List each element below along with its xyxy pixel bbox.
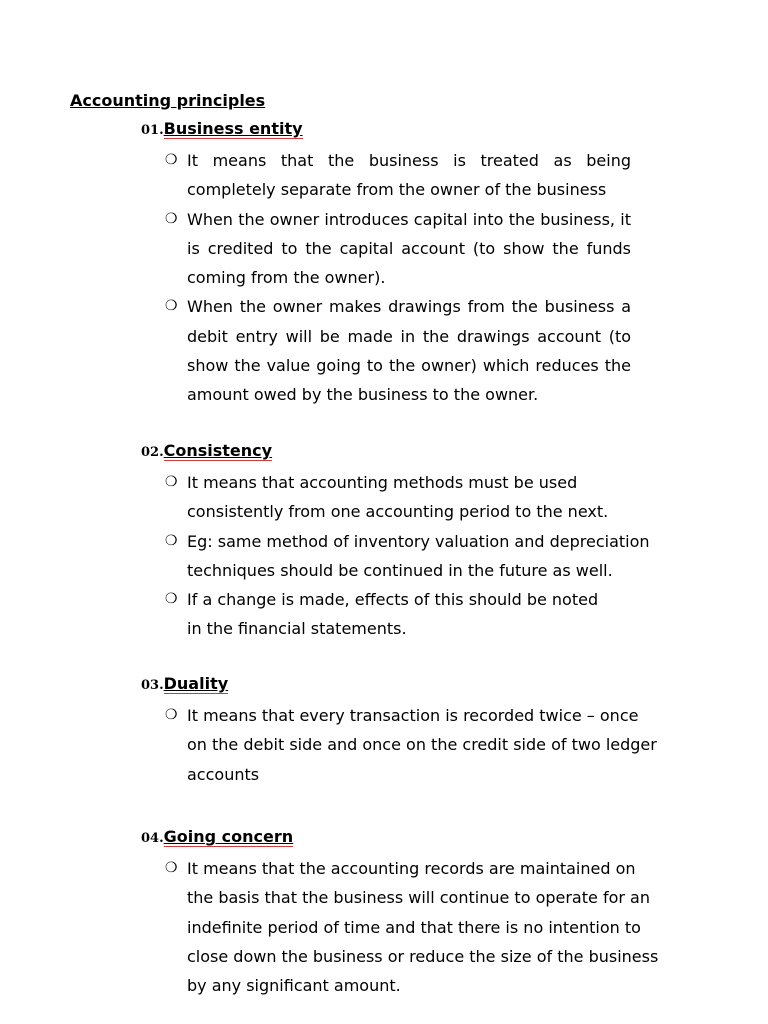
- list-item: [141, 585, 607, 644]
- section-going-concern: [141, 826, 681, 1000]
- section-heading: [141, 826, 681, 848]
- list-item: [141, 468, 631, 527]
- list-item-text: When the owner introduces capital into the business, it is credited to the capital account (to show the funds coming from the owner).: [187, 209, 631, 288]
- section-number: 01.: [141, 123, 164, 138]
- section-consistency: [141, 440, 681, 644]
- section-heading: [141, 118, 681, 140]
- section-business-entity: [141, 118, 681, 410]
- bullet-list: [141, 701, 681, 789]
- circle-bullet-icon: ❍: [165, 210, 178, 227]
- document-title: Accounting principles: [70, 91, 266, 110]
- list-item-text: It means that the business is treated as being completely separate from the owner of the business: [187, 151, 631, 200]
- list-item-text: It means that accounting methods must be used consistently from one accounting period to the next.: [187, 473, 609, 522]
- list-item: [141, 854, 661, 1000]
- circle-bullet-icon: ❍: [165, 298, 178, 315]
- list-item: [141, 701, 663, 789]
- bullet-list: [141, 468, 681, 644]
- list-item: [141, 527, 677, 586]
- section-heading: [141, 440, 681, 462]
- circle-bullet-icon: ❍: [165, 152, 178, 168]
- section-number: 02.: [141, 445, 164, 460]
- bullet-list: [141, 854, 681, 1000]
- list-item-text: When the owner makes drawings from the business a debit entry will be made in the drawings account (to show the value going to the owner) which reduces the amount owed by the business to the owner.: [187, 297, 631, 405]
- section-title: Duality: [163, 674, 229, 693]
- circle-bullet-icon: ❍: [165, 474, 178, 490]
- list-item-text: Eg: same method of inventory valuation and depreciation techniques should be continued in the future as well.: [187, 531, 650, 580]
- circle-bullet-icon: ❍: [165, 532, 178, 549]
- section-title: Business entity: [163, 119, 303, 138]
- list-item-text: If a change is made, effects of this should be noted in the financial statements.: [187, 590, 599, 639]
- circle-bullet-icon: ❍: [165, 707, 178, 723]
- section-title: Consistency: [163, 441, 273, 460]
- list-item: [141, 205, 631, 293]
- list-item-text: It means that the accounting records are maintained on the basis that the business will continue to operate for an indefinite period of time and that there is no intention to close down the business or reduce the size of the business by any significant amount.: [187, 859, 659, 996]
- bullet-list: [141, 146, 681, 410]
- section-title: Going concern: [163, 827, 294, 846]
- list-item: [141, 146, 631, 205]
- list-item-text: It means that every transaction is recorded twice – once on the debit side and once on the credit side of two ledger accounts: [187, 706, 657, 784]
- circle-bullet-icon: ❍: [165, 591, 178, 608]
- circle-bullet-icon: ❍: [165, 860, 178, 876]
- list-item: [141, 292, 631, 409]
- section-number: 03.: [141, 678, 164, 693]
- section-duality: [141, 673, 681, 789]
- section-heading: [141, 673, 681, 695]
- section-number: 04.: [141, 831, 164, 846]
